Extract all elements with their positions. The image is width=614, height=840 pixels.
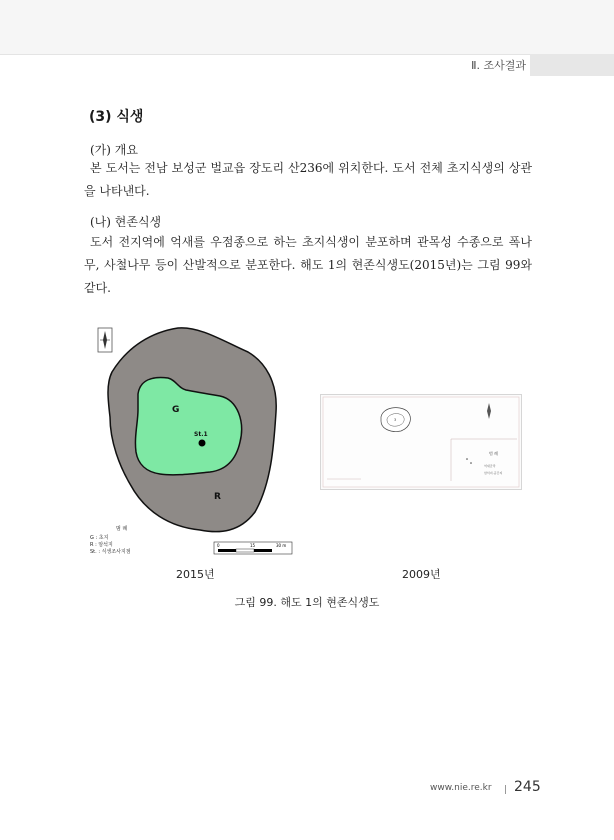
- svg-text:0: 0: [217, 543, 220, 548]
- legend-item-station: St. : 식생조사지점: [90, 549, 131, 555]
- footer-separator: [505, 785, 506, 794]
- vegetation-map-2015: [90, 322, 300, 562]
- label-g: G: [172, 405, 180, 415]
- header-bar: [0, 0, 614, 55]
- section-title: (3) 식생: [89, 109, 144, 125]
- vegetation-map-2009: [320, 394, 522, 490]
- station-marker: [199, 440, 206, 447]
- chapter-label: Ⅱ. 조사결과: [471, 59, 526, 72]
- label-r: R: [214, 492, 221, 502]
- legend-item-2009-1: 억새군락: [484, 464, 496, 468]
- legend-title-2009: 범 례: [489, 451, 498, 456]
- svg-text:15: 15: [250, 543, 256, 548]
- vegetation-paragraph: 도서 전지역에 억새를 우점종으로 하는 초지식생이 분포하며 관목성 수종으로 폭나무, 사철나무 등이 산발적으로 분포한다. 해도 1의 현존식생도(2015년)는 그림 99와 같다.: [84, 235, 532, 295]
- legend-item-rock: R : 암석지: [90, 542, 113, 548]
- svg-text:30 m: 30 m: [276, 543, 287, 548]
- caption-year-2015: 2015년: [176, 568, 215, 581]
- subsection-heading-overview: (가) 개요: [90, 143, 138, 157]
- page-number: 245: [514, 779, 541, 795]
- legend-item-grass: G : 초지: [90, 535, 109, 541]
- legend-item-2009-2: 암석지·공간지: [484, 471, 503, 475]
- subsection-heading-vegetation: (나) 현존식생: [90, 215, 162, 229]
- figure-vegetation-maps: [90, 322, 530, 582]
- legend-title: 범 례: [116, 526, 128, 532]
- footer-url: www.nie.re.kr: [430, 783, 492, 793]
- overview-paragraph: 본 도서는 전남 보성군 벌교읍 장도리 산236에 위치한다. 도서 전체 초지식생의 상관을 나타낸다.: [84, 161, 532, 198]
- north-arrow-icon: [98, 328, 112, 352]
- scale-bar: [214, 542, 292, 554]
- caption-year-2009: 2009년: [402, 568, 441, 581]
- figure-caption: 그림 99. 해도 1의 현존식생도: [234, 596, 380, 609]
- label-station: St.1: [194, 431, 208, 438]
- svg-text:3: 3: [394, 418, 397, 422]
- chapter-tab: [530, 54, 614, 76]
